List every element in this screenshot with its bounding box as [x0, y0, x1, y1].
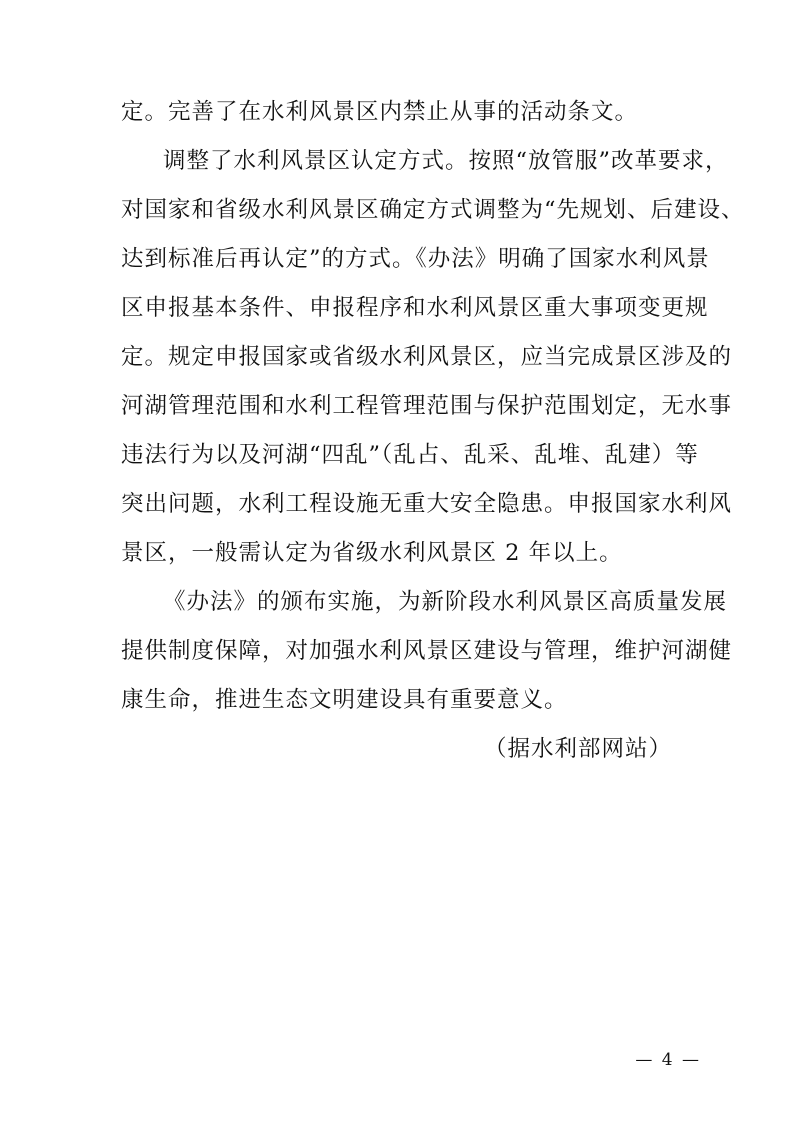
- text-line: 违法行为以及河湖“四乱”（乱占、乱采、乱堆、乱建）等: [121, 442, 699, 468]
- text-line: 河湖管理范围和水利工程管理范围与保护范围划定，无水事: [121, 393, 733, 419]
- text-line: 定。规定申报国家或省级水利风景区，应当完成景区涉及的: [121, 344, 733, 370]
- text-line: 达到标准后再认定”的方式。《办法》明确了国家水利风景: [121, 246, 710, 272]
- text-line: 景区，一般需认定为省级水利风景区 2 年以上。: [121, 540, 623, 566]
- source-attribution: （据水利部网站）: [483, 736, 672, 762]
- page-number: — 4 —: [635, 1050, 701, 1070]
- text-line: 定。完善了在水利风景区内禁止从事的活动条文。: [121, 99, 639, 125]
- text-line: 突出问题，水利工程设施无重大安全隐患。申报国家水利风: [121, 491, 733, 517]
- paragraph-start-line: 《办法》的颁布实施，为新阶段水利风景区高质量发展: [163, 589, 728, 615]
- text-line: 提供制度保障，对加强水利风景区建设与管理，维护河湖健: [121, 638, 733, 664]
- paragraph-start-line: 调整了水利风景区认定方式。按照“放管服”改革要求，: [163, 148, 729, 174]
- text-line: 康生命，推进生态文明建设具有重要意义。: [121, 687, 568, 713]
- text-line: 区申报基本条件、申报程序和水利风景区重大事项变更规: [121, 295, 709, 321]
- text-line: 对国家和省级水利风景区确定方式调整为“先规划、后建设、: [121, 197, 745, 223]
